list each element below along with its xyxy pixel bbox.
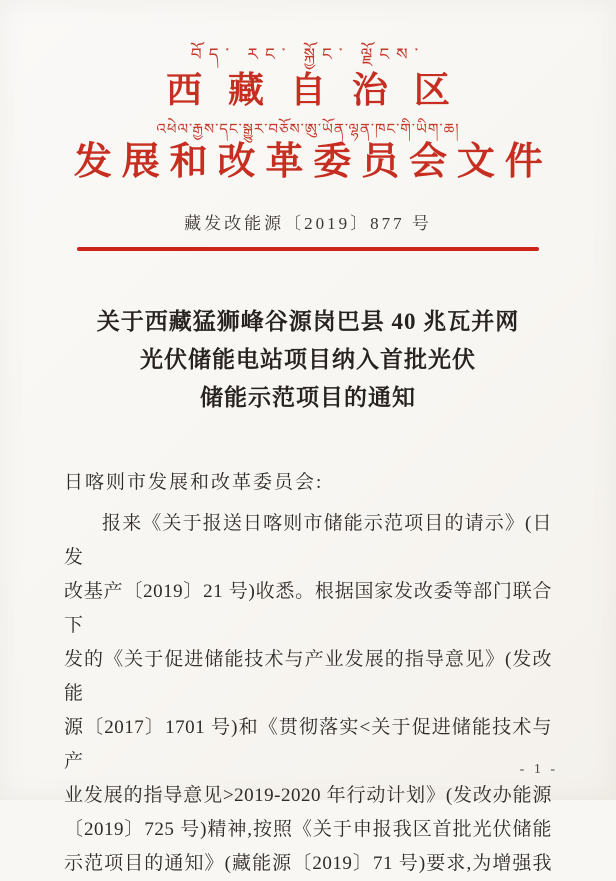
letterhead	[64, 44, 552, 251]
document-body	[64, 303, 552, 881]
recipient-line: 日喀则市发展和改革委员会:	[64, 472, 324, 494]
body-text-line: 示范项目的通知》(藏能源〔2019〕71 号)要求,为增强我	[64, 853, 552, 875]
tibetan-org-name-line1: བོད་ རང་ སྐྱོང་ ལྗོངས་	[190, 45, 426, 64]
org-name-commission: 发展和改革委员会文件	[73, 140, 553, 183]
body-text-line: 改基产〔2019〕21 号)收悉。根据国家发改委等部门联合下	[64, 581, 552, 637]
document-title	[64, 303, 552, 417]
document-title-line: 光伏储能电站项目纳入首批光伏	[140, 347, 476, 373]
red-divider-line	[77, 247, 539, 251]
body-text-line: 发的《关于促进储能技术与产业发展的指导意见》(发改能	[64, 649, 552, 705]
body-text-line: 报来《关于报送日喀则市储能示范项目的请示》(日发	[64, 513, 552, 569]
document-number: 藏发改能源〔2019〕877 号	[184, 214, 432, 234]
body-text-line: 〔2019〕725 号)精神,按照《关于申报我区首批光伏储能	[64, 819, 552, 841]
document-title-line: 关于西藏猛狮峰谷源岗巴县 40 兆瓦并网	[96, 309, 520, 335]
tibetan-org-name-line2: འཕེལ་རྒྱས་དང་སྒྱུར་བཅོས་ཨུ་ཡོན་ལྷན་ཁང་གི་ཡིག་ཆ།	[156, 121, 460, 138]
body-paragraph	[64, 507, 552, 881]
body-text-line: 业发展的指导意见>2019-2020 年行动计划》(发改办能源	[64, 785, 552, 807]
document-title-line: 储能示范项目的通知	[200, 385, 416, 411]
body-text-line: 源〔2017〕1701 号)和《贯彻落实<关于促进储能技术与产	[64, 717, 552, 773]
org-name-region: 西藏自治区	[166, 70, 476, 111]
page-number: - 1 -	[519, 762, 558, 777]
